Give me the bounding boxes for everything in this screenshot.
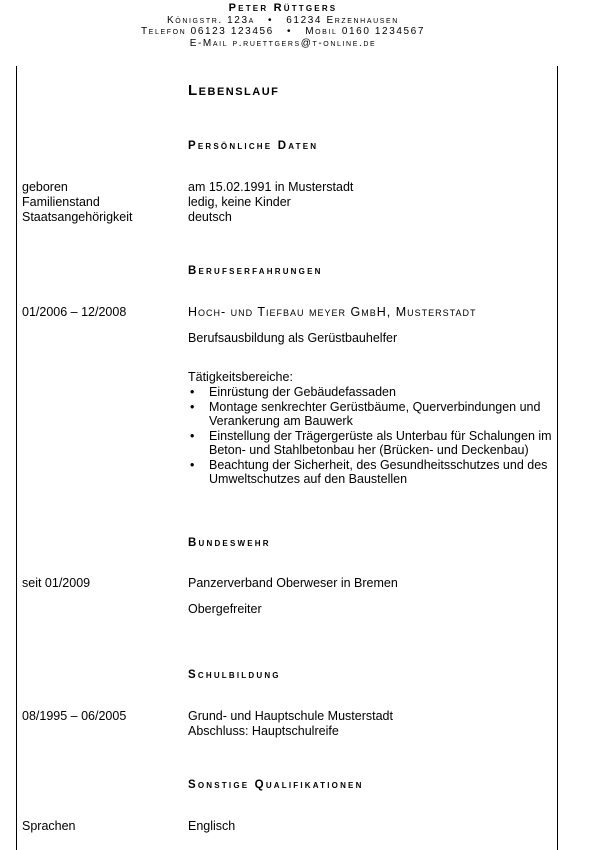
languages-value: Englisch bbox=[188, 819, 236, 833]
experience-tasks-label: Tätigkeitsbereiche: bbox=[188, 370, 293, 384]
letterhead bbox=[0, 3, 566, 49]
personal-label-marital: Familienstand bbox=[22, 195, 100, 209]
languages-label: Sprachen bbox=[22, 819, 76, 833]
task-item: • Montage senkrechter Gerüstbäume, Querverbindungen und Verankerung am Bauwerk bbox=[188, 400, 558, 429]
section-heading-other: Sonstige Qualifikationen bbox=[188, 779, 364, 791]
section-heading-personal: Persönliche Daten bbox=[188, 140, 319, 152]
section-heading-military: Bundeswehr bbox=[188, 537, 271, 549]
document-title: Lebenslauf bbox=[188, 82, 280, 99]
experience-position: Berufsausbildung als Gerüstbauhelfer bbox=[188, 331, 398, 345]
personal-value-birth: am 15.02.1991 in Musterstadt bbox=[188, 180, 354, 194]
address-line: Königstr. 123a • 61234 Erzenhausen bbox=[167, 14, 399, 26]
section-heading-experience: Berufserfahrungen bbox=[188, 265, 323, 277]
task-item: • Beachtung der Sicherheit, des Gesundheitsschutzes und des Umweltschutzes auf den Baustellen bbox=[188, 458, 558, 487]
phone-line: Telefon 06123 123456 • Mobil 0160 1234567 bbox=[140, 26, 426, 37]
school-name: Grund- und Hauptschule Musterstadt bbox=[188, 709, 393, 723]
school-period: 08/1995 – 06/2005 bbox=[22, 709, 127, 723]
left-border-line bbox=[16, 66, 17, 850]
experience-period: 01/2006 – 12/2008 bbox=[22, 305, 127, 319]
experience-tasks-list bbox=[188, 385, 558, 487]
personal-label-nationality: Staatsangehörigkeit bbox=[22, 210, 133, 224]
personal-value-marital: ledig, keine Kinder bbox=[188, 195, 291, 209]
military-unit: Panzerverband Oberweser in Bremen bbox=[188, 576, 398, 590]
email-line: E-Mail p.ruettgers@t-online.de bbox=[189, 37, 377, 49]
personal-value-nationality: deutsch bbox=[188, 210, 232, 224]
personal-label-birth: geboren bbox=[22, 180, 68, 194]
experience-company: Hoch- und Tiefbau meyer GmbH, Musterstadt bbox=[188, 305, 477, 319]
task-item: • Einrüstung der Gebäudefassaden bbox=[188, 385, 558, 400]
applicant-name: Peter Rüttgers bbox=[228, 2, 338, 14]
school-degree: Abschluss: Hauptschulreife bbox=[188, 724, 339, 738]
military-period: seit 01/2009 bbox=[22, 576, 91, 590]
task-item: • Einstellung der Trägergerüste als Unterbau für Schalungen im Beton- und Stahlbetonbau her (Brücken- und Deckenbau) bbox=[188, 429, 558, 458]
military-rank: Obergefreiter bbox=[188, 602, 262, 616]
section-heading-school: Schulbildung bbox=[188, 669, 281, 681]
